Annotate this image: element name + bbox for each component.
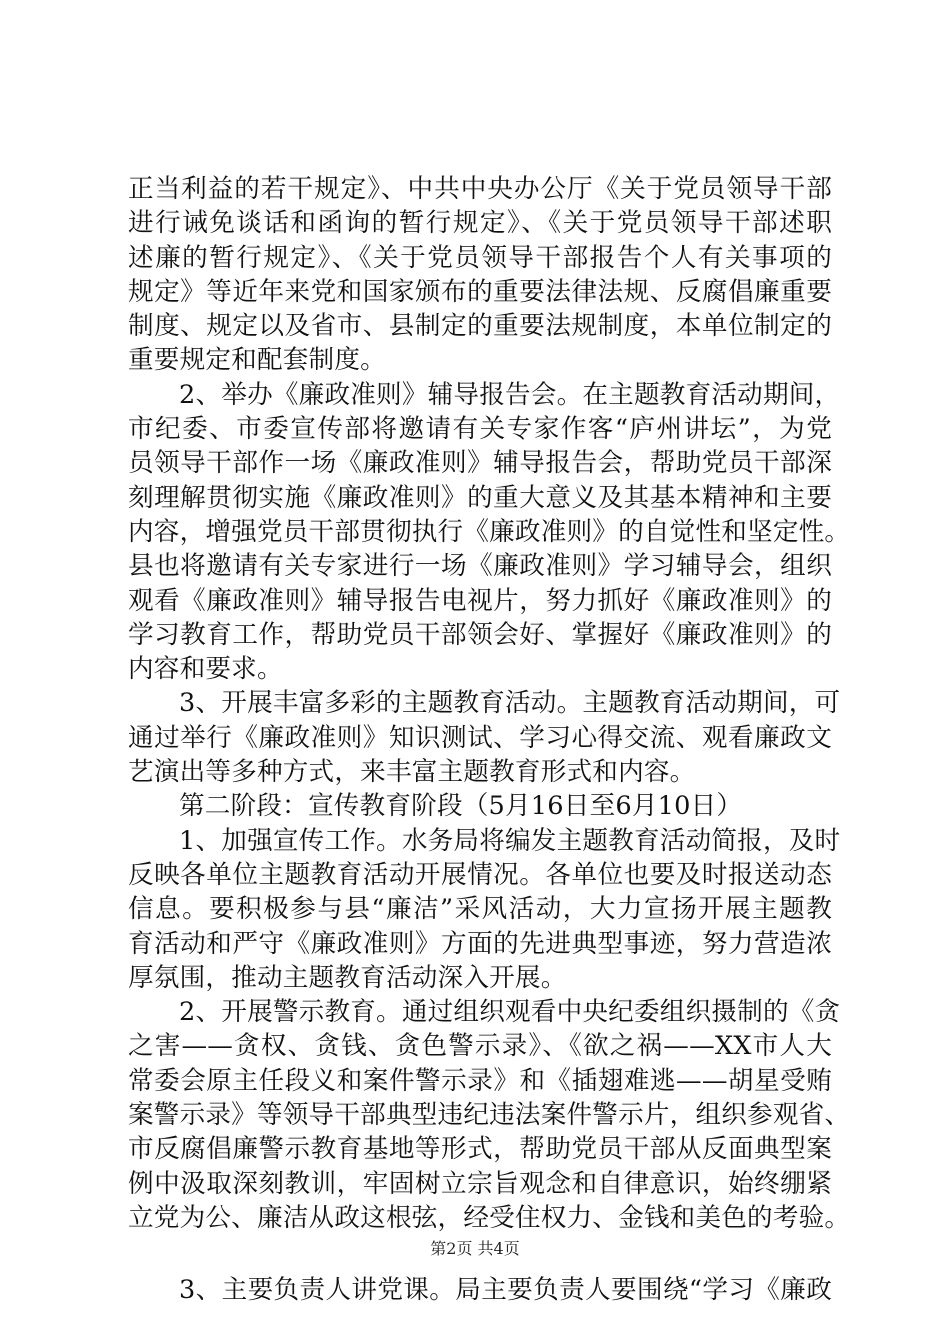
paragraph-start: 2、开展警示教育。通过组织观看中央纪委组织摄制的《贪 xyxy=(179,997,841,1028)
text-line: 县也将邀请有关专家进行一场《廉政准则》学习辅导会，组织 xyxy=(128,551,832,582)
text-line: 内容和要求。 xyxy=(128,654,283,685)
paragraph-start: 1、加强宣传工作。水务局将编发主题教育活动简报，及时 xyxy=(179,825,841,856)
text-line: 员领导干部作一场《廉政准则》辅导报告会，帮助党员干部深 xyxy=(128,448,832,479)
text-line: 述廉的暂行规定》、《关于党员领导干部报告个人有关事项的 xyxy=(128,242,832,273)
text-line: 反映各单位主题教育活动开展情况。各单位也要及时报送动态 xyxy=(128,859,832,890)
text-line: 市纪委、市委宣传部将邀请有关专家作客“庐州讲坛”，为党 xyxy=(128,414,832,445)
text-line: 制度、规定以及省市、县制定的重要法规制度，本单位制定的 xyxy=(128,311,832,342)
section-heading: 第二阶段：宣传教育阶段（5月16日至6月10日） xyxy=(179,791,743,822)
text-line: 重要规定和配套制度。 xyxy=(128,345,386,376)
paragraph-start: 2、举办《廉政准则》辅导报告会。在主题教育活动期间， xyxy=(179,379,841,410)
text-line: 内容，增强党员干部贯彻执行《廉政准则》的自觉性和坚定性。 xyxy=(128,516,851,547)
text-line: 市反腐倡廉警示教育基地等形式，帮助党员干部从反面典型案 xyxy=(128,1134,832,1165)
text-line: 案警示录》等领导干部典型违纪违法案件警示片，组织参观省、 xyxy=(128,1100,851,1131)
paragraph-start: 3、主要负责人讲党课。局主要负责人要围绕“学习《廉政 xyxy=(179,1275,832,1306)
text-line: 观看《廉政准则》辅导报告电视片，努力抓好《廉政准则》的 xyxy=(128,585,832,616)
text-line: 信息。要积极参与县“廉洁”采风活动，大力宣扬开展主题教 xyxy=(128,894,832,925)
text-line: 例中汲取深刻教训，牢固树立宗旨观念和自律意识，始终绷紧 xyxy=(128,1168,832,1199)
text-line: 规定》等近年来党和国家颁布的重要法律法规、反腐倡廉重要 xyxy=(128,276,832,307)
text-line: 刻理解贯彻实施《廉政准则》的重大意义及其基本精神和主要 xyxy=(128,482,832,513)
text-line: 学习教育工作，帮助党员干部领会好、掌握好《廉政准则》的 xyxy=(128,619,832,650)
text-line: 立党为公、廉洁从政这根弦，经受住权力、金钱和美色的考验。 xyxy=(128,1202,851,1233)
paragraph-start: 3、开展丰富多彩的主题教育活动。主题教育活动期间，可 xyxy=(179,688,841,719)
document-body xyxy=(128,172,851,1308)
text-line: 厚氛围，推动主题教育活动深入开展。 xyxy=(128,962,567,993)
text-line: 正当利益的若干规定》、中共中央办公厅《关于党员领导干部 xyxy=(128,174,832,204)
text-line: 常委会原主任段义和案件警示录》和《插翅难逃——胡星受贿 xyxy=(128,1065,832,1096)
text-line: 进行诫免谈话和函询的暂行规定》、《关于党员领导干部述职 xyxy=(128,208,832,239)
page-footer: 第2页 共4页 xyxy=(430,1239,520,1258)
text-line: 通过举行《廉政准则》知识测试、学习心得交流、观看廉政文 xyxy=(128,722,832,753)
text-line: 育活动和严守《廉政准则》方面的先进典型事迹，努力营造浓 xyxy=(128,928,832,959)
text-line: 艺演出等多种方式，来丰富主题教育形式和内容。 xyxy=(128,757,696,788)
text-line: 之害——贪权、贪钱、贪色警示录》、《欲之祸——XX市人大 xyxy=(128,1031,832,1062)
